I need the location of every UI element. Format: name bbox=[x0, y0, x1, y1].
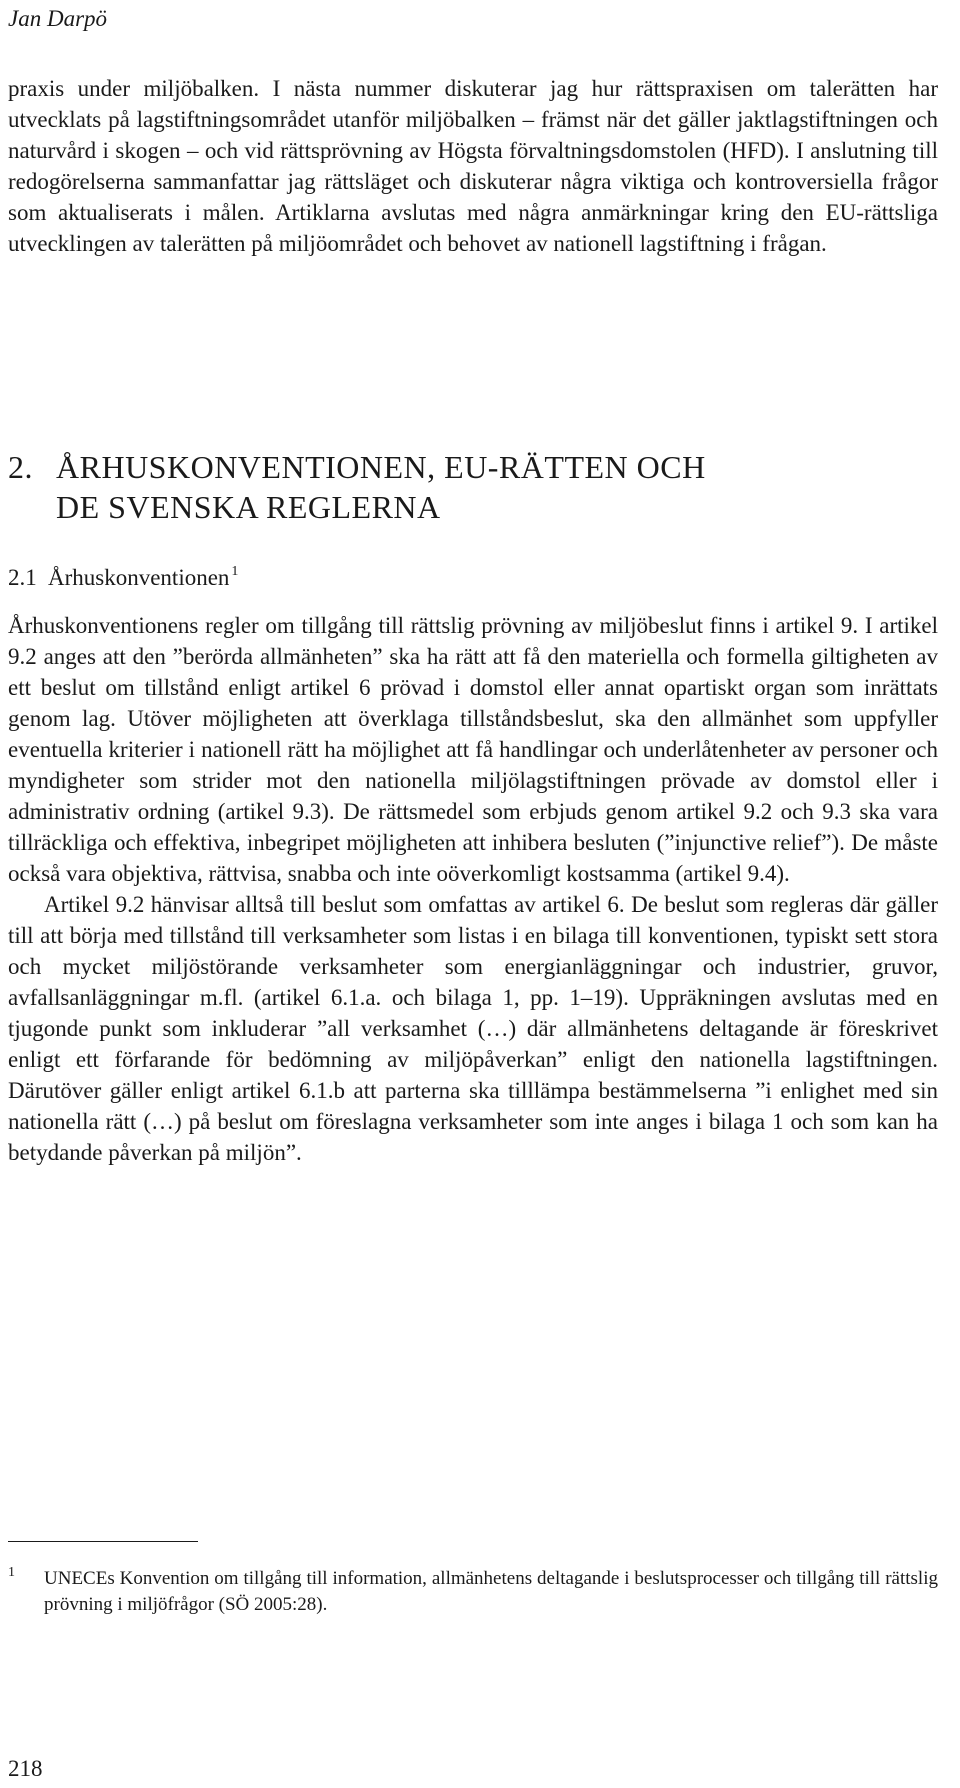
footnote-text: UNECEs Konvention om tillgång till information, allmänhetens deltagande i beslutsprocesser och tillgång till rättslig prövning i miljöfrågor (SÖ 2005:28). bbox=[44, 1568, 938, 1615]
running-head: Jan Darpö bbox=[8, 6, 108, 31]
page-number: 218 bbox=[8, 1756, 43, 1781]
intro-paragraph bbox=[8, 73, 938, 259]
subsection-heading bbox=[8, 557, 238, 593]
body-text bbox=[8, 610, 938, 1168]
intro-text: praxis under miljöbalken. I nästa nummer diskuterar jag hur rättspraxisen om talerätten har utvecklats på lagstiftningsområdet utanför miljöbalken – främst när det gäller jaktlagstiftningen och naturvård i skogen – och vid rättsprövning av Högsta förvaltningsdomstolen (HFD). I anslutning till redogörelserna sammanfattar jag rättsläget och diskuterar några viktiga och kontroversiella frågor som aktualiserats i målen. Artiklarna avslutas med några anmärkningar kring den EU-rättsliga utvecklingen av talerätten på miljöområdet och behovet av nationell lagstiftning i frågan. bbox=[8, 76, 938, 256]
body-paragraph-2: Artikel 9.2 hänvisar alltså till beslut som omfattas av artikel 6. De beslut som regleras där gäller till att börja med tillstånd till verksamheter som listas i en bilaga till konventionen, typiskt sett stora och mycket miljöstörande verksamheter som energianläggningar och industrier, gruvor, avfallsanläggningar m.fl. (artikel 6.1.a. och bilaga 1, pp. 1–19). Uppräkningen avslutas med en tjugonde punkt som inkluderar ”all verksamhet (…) där allmänhetens deltagande är föreskrivet enligt ett förfarande för bedömning av miljöpåverkan” enligt den nationella lagstiftningen. Därutöver gäller enligt artikel 6.1.b att parterna ska tilllämpa bestämmelserna ”i enlighet med sin nationella rätt (…) på beslut om föreslagna verksamheter som inte anges i bilaga 1 och som kan ha betydande påverkan på miljön”. bbox=[8, 892, 938, 1165]
section-title-line-1: ÅRHUSKONVENTIONEN, EU-RÄTTEN OCH bbox=[56, 449, 706, 485]
subsection-number: 2.1 bbox=[8, 565, 37, 590]
body-paragraph-1: Århuskonventionens regler om tillgång till rättslig prövning av miljöbeslut finns i artikel 9. I artikel 9.2 anges att den ”berörda allmänheten” ska ha rätt att få den materiella och formella giltigheten av ett beslut om tillstånd enligt artikel 6 prövad i domstol eller annat opartiskt organ som inrättats genom lag. Utöver möjligheten att överklaga tillståndsbeslut, ska den allmänhet som uppfyller eventuella kriterier i nationell rätt ha möjlighet att få handlingar och underlåtenheter av personer och myndigheter som strider mot den nationella miljölagstiftningen prövade av domstol eller i administrativ ordning (artikel 9.3). De rättsmedel som erbjuds genom artikel 9.2 och 9.3 ska vara tillräckliga och effektiva, inbegripet möjligheten att inhibera besluten (”injunctive relief”). De måste också vara objektiva, rättvisa, snabba och inte oöverkomligt kostsamma (artikel 9.4). bbox=[8, 613, 938, 886]
footnote-reference[interactable]: 1 bbox=[231, 564, 239, 579]
section-number: 2. bbox=[8, 449, 33, 485]
footnote-mark: 1 bbox=[8, 1565, 15, 1580]
section-title-line-2: DE SVENSKA REGLERNA bbox=[56, 489, 441, 525]
footnote bbox=[8, 1566, 938, 1618]
subsection-title: Århuskonventionen bbox=[48, 565, 230, 590]
section-heading bbox=[8, 447, 706, 527]
footnote-separator bbox=[8, 1541, 198, 1542]
